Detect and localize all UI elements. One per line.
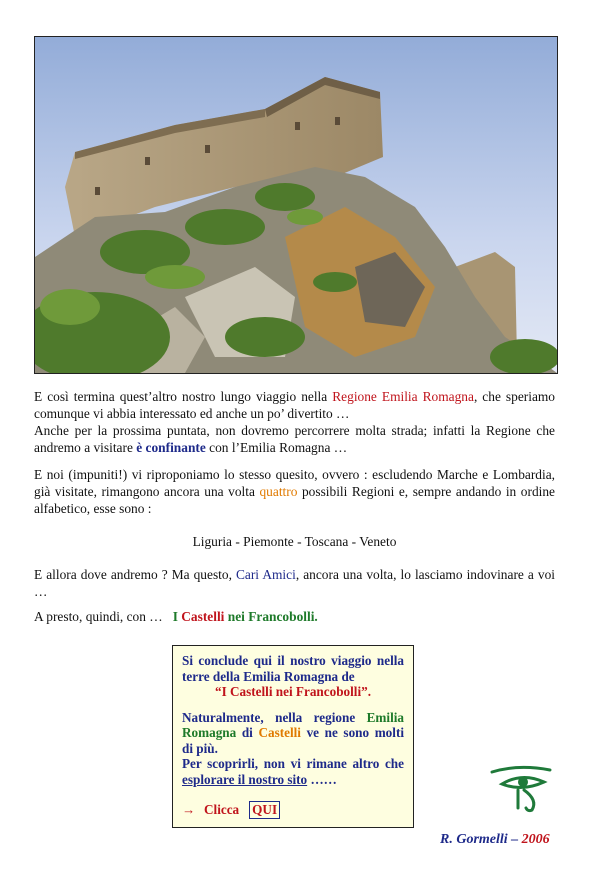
paragraph-end-of-journey: E così termina quest’altro nostro lungo viaggio nella Regione Emilia Romagna, che speriamo comunque vi abbia interessato ed anche un po’ divertito … Anche per la prossima puntata, non dovremo percorrere molta strada; infatti la Regione che andremo a visitare è confinante con l’Emilia Romagna … bbox=[34, 389, 555, 455]
region-name: Regione Emilia Romagna bbox=[332, 389, 474, 404]
box-title: “I Castelli nei Francobolli”. bbox=[214, 684, 372, 699]
regions-list: Liguria - Piemonte - Toscana - Veneto bbox=[192, 534, 397, 549]
explore-site-link[interactable]: esplorare il nostro sito bbox=[182, 771, 308, 787]
confinante-text: è confinante bbox=[136, 440, 206, 455]
paragraph-guess: E allora dove andremo ? Ma questo, Cari Amici, ancora una volta, lo lasciamo indovinare a voi … bbox=[34, 567, 555, 599]
box-explore: Per scoprirli, non vi rimane altro che esplorare il nostro sito …… bbox=[182, 756, 404, 787]
eye-of-horus-icon bbox=[488, 762, 554, 814]
qui-link-button[interactable]: QUI bbox=[249, 801, 280, 819]
closing-box bbox=[172, 645, 414, 828]
clicca-label: Clicca bbox=[204, 802, 240, 817]
cari-amici-text: Cari Amici bbox=[235, 567, 296, 582]
quattro-text: quattro bbox=[259, 484, 298, 499]
box-more-castles: Naturalmente, nella regione Emilia Romagna di Castelli ve ne sono molti di più. bbox=[182, 709, 404, 756]
paragraph-see-you: A presto, quindi, con … I Castelli nei Francobolli. bbox=[34, 609, 318, 624]
signature: R. Gormelli – 2006 bbox=[440, 832, 550, 847]
castle-photo bbox=[34, 36, 558, 374]
arrow-right-icon: → bbox=[182, 802, 196, 817]
paragraph-quiz: E noi (impuniti!) vi riproponiamo lo stesso quesito, ovvero : escludendo Marche e Lombardia, già visitate, rimangono ancora una volta quattro possibili Regioni e, sempre andando in ordine alfabetico, esse sono : bbox=[34, 467, 555, 516]
click-here-row bbox=[182, 801, 404, 819]
box-intro: Si conclude qui il nostro viaggio nella terre della Emilia Romagna de bbox=[182, 653, 404, 684]
